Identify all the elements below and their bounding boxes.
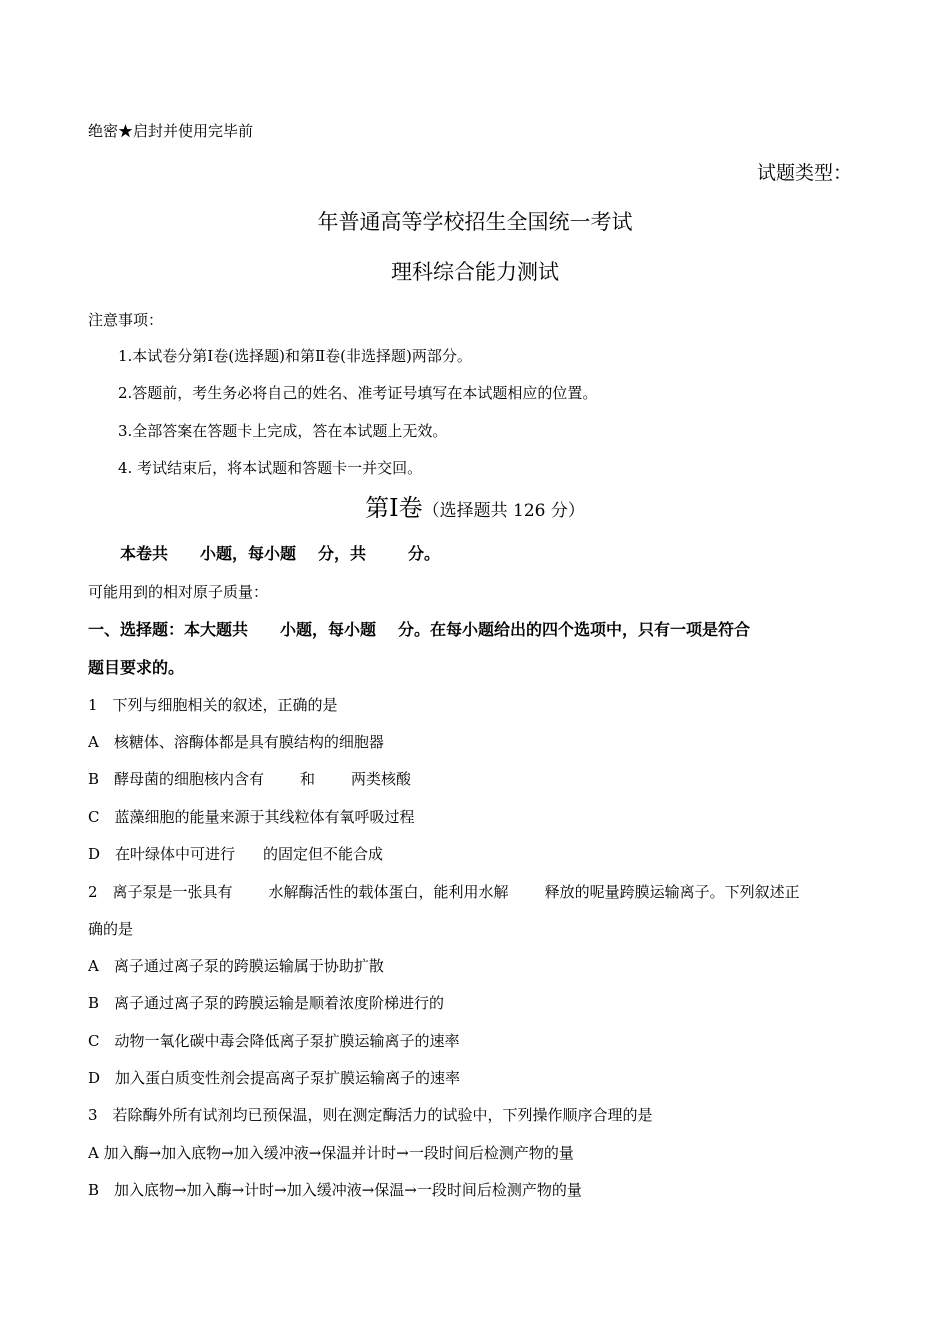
question-3-option-b: B 加入底物→加入酶→计时→加入缓冲液→保温→一段时间后检测产物的量 — [88, 1181, 582, 1199]
instruction-part: 分。在每小题给出的四个选项中，只有一项是符合 — [398, 620, 751, 639]
question-2-option-c: C 动物一氧化碳中毒会降低离子泵扩膜运输离子的速率 — [88, 1032, 460, 1050]
summary-part: 分，共 — [318, 544, 367, 563]
question-2-stem — [88, 885, 800, 900]
section-title-note: （选择题共 126 分） — [422, 501, 585, 521]
option-text: D 在叶绿体中可进行 — [88, 845, 236, 863]
question-2-stem-cont: 确的是 — [88, 920, 134, 938]
stem-text: 2 离子泵是一张具有 — [88, 883, 233, 901]
question-2-option-b: B 离子通过离子泵的跨膜运输是顺着浓度阶梯进行的 — [88, 994, 445, 1012]
summary-part: 本卷共 — [120, 544, 169, 563]
stem-text: 水解酶活性的载体蛋白，能利用水解 — [268, 883, 509, 901]
option-text: 的固定但不能合成 — [263, 845, 384, 863]
question-3-option-a: A 加入酶→加入底物→加入缓冲液→保温并计时→一段时间后检测产物的量 — [88, 1144, 574, 1162]
option-text: 和 — [300, 770, 316, 788]
question-2-option-a: A 离子通过离子泵的跨膜运输属于协助扩散 — [88, 957, 384, 975]
note-item: 4. 考试结束后，将本试题和答题卡一并交回。 — [118, 459, 423, 477]
note-item: 2.答题前，考生务必将自己的姓名、准考证号填写在本试题相应的位置。 — [118, 384, 598, 402]
question-3-stem: 3 若除酶外所有试剂均已预保温，则在测定酶活力的试验中，下列操作顺序合理的是 — [88, 1106, 653, 1124]
question-2-option-d: D 加入蛋白质变性剂会提高离子泵扩膜运输离子的速率 — [88, 1069, 461, 1087]
section-title — [0, 496, 950, 520]
instruction-part: 小题，每小题 — [280, 620, 377, 639]
option-text: B 酵母菌的细胞核内含有 — [88, 770, 265, 788]
section-title-main: 第Ⅰ卷 — [365, 494, 423, 522]
note-item: 3.全部答案在答题卡上完成，答在本试题上无效。 — [118, 422, 448, 440]
instruction-part: 一、选择题：本大题共 — [88, 620, 249, 639]
section-summary — [120, 546, 440, 562]
question-1-option-c: C 蓝藻细胞的能量来源于其线粒体有氧呼吸过程 — [88, 808, 415, 826]
question-1-stem: 1 下列与细胞相关的叙述，正确的是 — [88, 696, 338, 714]
question-type-label: 试题类型： — [756, 162, 852, 184]
notes-heading: 注意事项： — [88, 311, 164, 329]
stem-text: 释放的呢量跨膜运输离子。下列叙述正 — [544, 883, 800, 901]
part-one-instructions-cont: 题目要求的。 — [88, 658, 185, 677]
part-one-instructions — [88, 622, 750, 638]
atomic-mass-label: 可能用到的相对原子质量： — [88, 583, 269, 601]
summary-part: 分。 — [408, 544, 441, 563]
option-text: 两类核酸 — [351, 770, 412, 788]
question-1-option-b — [88, 772, 411, 787]
exam-subtitle: 理科综合能力测试 — [391, 260, 559, 284]
question-1-option-a: A 核糖体、溶酶体都是具有膜结构的细胞器 — [88, 733, 384, 751]
exam-title: 年普通高等学校招生全国统一考试 — [317, 210, 633, 234]
confidential-label: 绝密★启封并使用完毕前 — [88, 122, 254, 140]
question-1-option-d — [88, 847, 383, 862]
summary-part: 小题，每小题 — [200, 544, 297, 563]
note-item: 1.本试卷分第Ⅰ卷(选择题)和第Ⅱ卷(非选择题)两部分。 — [118, 347, 472, 365]
